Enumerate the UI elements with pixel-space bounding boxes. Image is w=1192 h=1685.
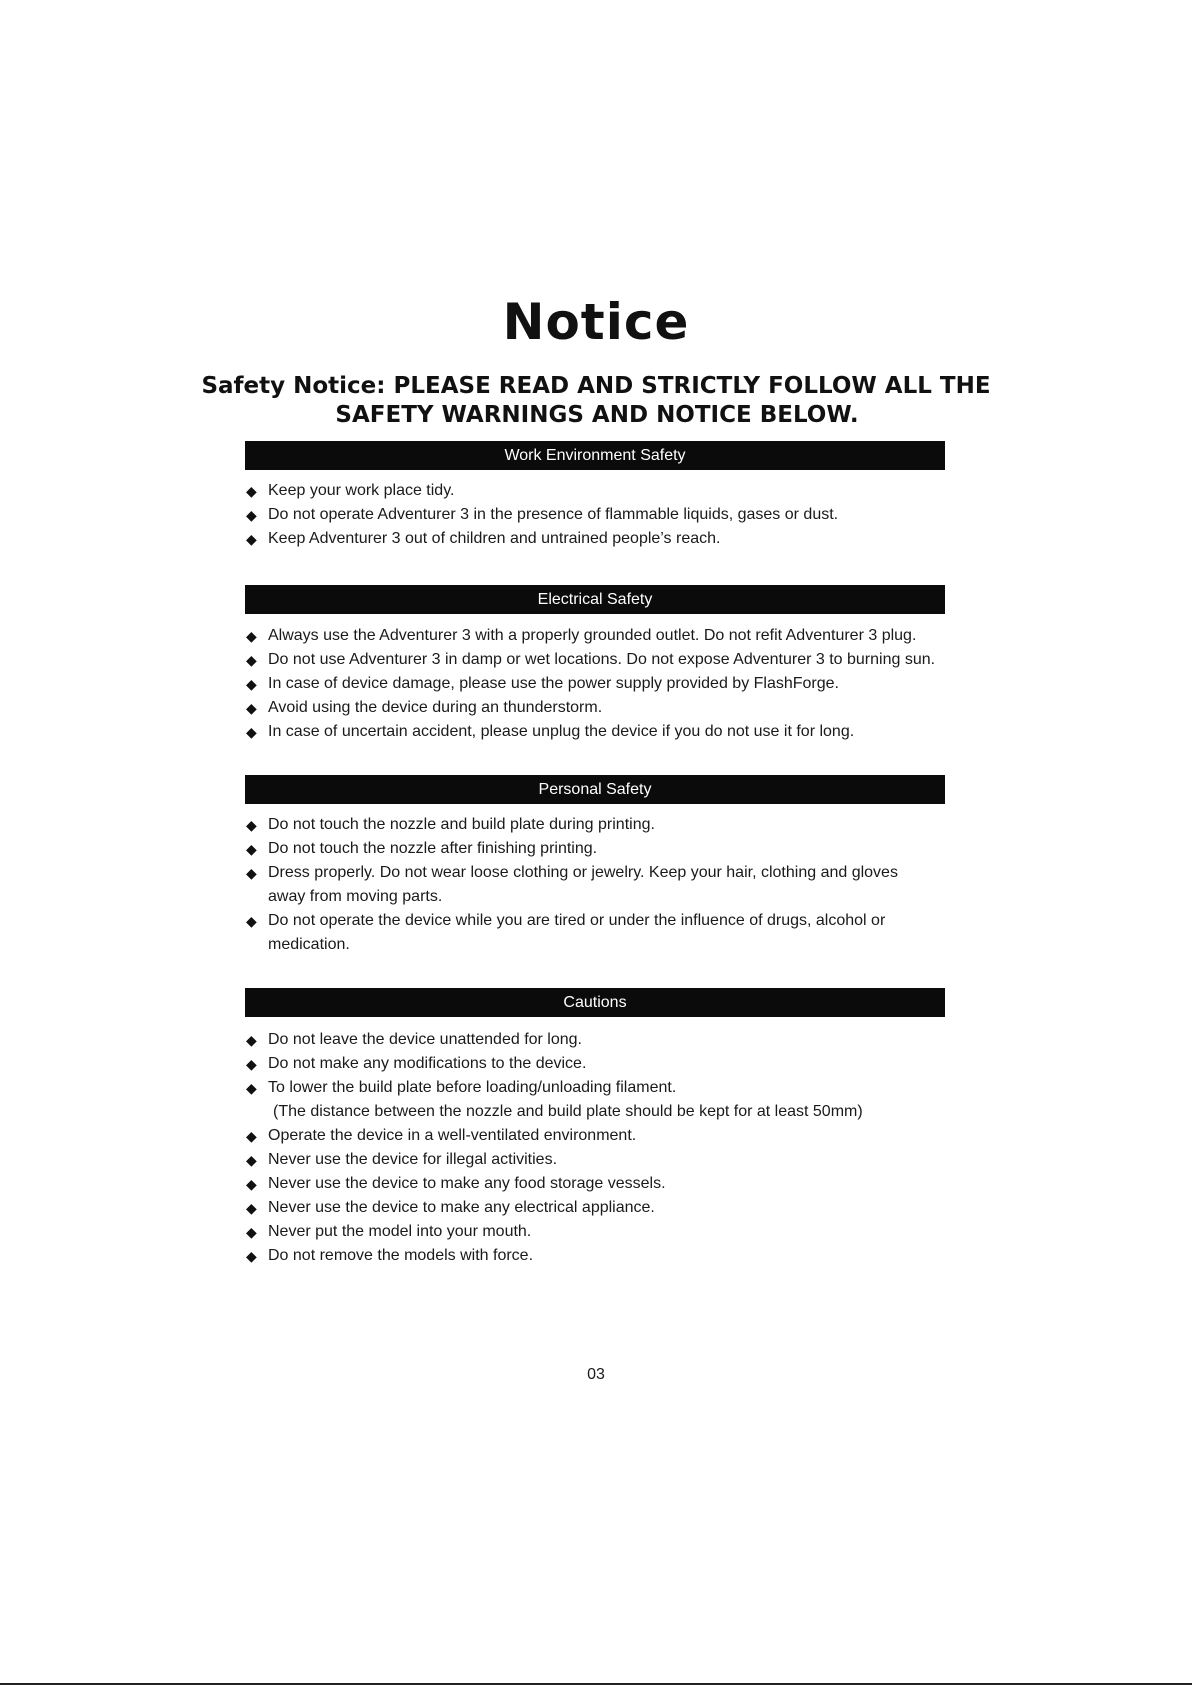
- diamond-bullet-icon: ◆: [246, 676, 257, 692]
- list-item-text: In case of uncertain accident, please unplug the device if you do not use it for long.: [268, 723, 855, 740]
- bullet-list: [245, 813, 945, 957]
- diamond-bullet-icon: ◆: [246, 724, 257, 740]
- list-item-text: Never use the device to make any food storage vessels.: [268, 1175, 666, 1192]
- list-item: [245, 720, 945, 744]
- list-item-text: Do not remove the models with force.: [268, 1247, 534, 1264]
- list-item-text: Always use the Adventurer 3 with a properly grounded outlet. Do not refit Adventurer 3 plug.: [268, 627, 917, 644]
- section-heading-bar: Work Environment Safety: [245, 441, 945, 470]
- diamond-bullet-icon: ◆: [246, 1176, 257, 1192]
- list-item-text: In case of device damage, please use the power supply provided by FlashForge.: [268, 675, 839, 692]
- list-item-text: Do not touch the nozzle and build plate during printing.: [268, 816, 655, 833]
- list-item-text: Never use the device for illegal activities.: [268, 1151, 558, 1168]
- list-item: [245, 672, 945, 696]
- list-item: [245, 1148, 945, 1172]
- list-item: [245, 1076, 945, 1100]
- list-item: [245, 861, 923, 909]
- list-item-note: (The distance between the nozzle and build plate should be kept for at least 50mm): [273, 1103, 863, 1120]
- list-item: [245, 479, 945, 503]
- diamond-bullet-icon: ◆: [246, 1080, 257, 1096]
- section-heading-bar: Electrical Safety: [245, 585, 945, 614]
- section-cautions: [245, 988, 945, 1268]
- safety-notice-heading: [0, 372, 1192, 430]
- diamond-bullet-icon: ◆: [246, 1152, 257, 1168]
- section-heading-bar: Personal Safety: [245, 775, 945, 804]
- list-item: [245, 648, 945, 672]
- diamond-bullet-icon: ◆: [246, 507, 257, 523]
- list-item-text: Operate the device in a well-ventilated environment.: [268, 1127, 637, 1144]
- bullet-list: [245, 479, 945, 551]
- diamond-bullet-icon: ◆: [246, 652, 257, 668]
- diamond-bullet-icon: ◆: [246, 1032, 257, 1048]
- bullet-list: [245, 1028, 945, 1268]
- list-item-text: Do not operate the device while you are tired or under the influence of drugs, alcohol or medication.: [268, 912, 886, 953]
- list-item: [245, 1124, 945, 1148]
- list-item-text: Never use the device to make any electrical appliance.: [268, 1199, 655, 1216]
- diamond-bullet-icon: ◆: [246, 1056, 257, 1072]
- list-item: [245, 527, 945, 551]
- list-item-text: Do not touch the nozzle after finishing printing.: [268, 840, 598, 857]
- list-item-text: Avoid using the device during an thunderstorm.: [268, 699, 603, 716]
- list-item: [245, 1244, 945, 1268]
- list-item: [245, 1172, 945, 1196]
- safety-notice-line-1: Safety Notice: PLEASE READ AND STRICTLY FOLLOW ALL THE: [201, 373, 991, 399]
- list-item: [245, 837, 945, 861]
- list-item: [245, 813, 945, 837]
- diamond-bullet-icon: ◆: [246, 1224, 257, 1240]
- list-item-text: Keep your work place tidy.: [268, 482, 455, 499]
- diamond-bullet-icon: ◆: [246, 817, 257, 833]
- list-item: [245, 1052, 945, 1076]
- list-item-text: Keep Adventurer 3 out of children and untrained people’s reach.: [268, 530, 721, 547]
- diamond-bullet-icon: ◆: [246, 841, 257, 857]
- section-electrical-safety: [245, 585, 945, 744]
- list-item-text: To lower the build plate before loading/unloading filament.: [268, 1079, 677, 1096]
- list-item: [245, 624, 945, 648]
- diamond-bullet-icon: ◆: [246, 700, 257, 716]
- list-item-text: Do not make any modifications to the device.: [268, 1055, 587, 1072]
- bullet-list: [245, 624, 945, 744]
- page-number: 03: [587, 1366, 605, 1383]
- list-item: [245, 503, 945, 527]
- section-personal-safety: [245, 775, 945, 957]
- diamond-bullet-icon: ◆: [246, 913, 257, 929]
- diamond-bullet-icon: ◆: [246, 865, 257, 881]
- list-item: [245, 1220, 945, 1244]
- list-item-text: Do not leave the device unattended for long.: [268, 1031, 582, 1048]
- list-item-text: Dress properly. Do not wear loose clothing or jewelry. Keep your hair, clothing and gloves away from moving parts.: [268, 864, 898, 905]
- list-item: [245, 1196, 945, 1220]
- section-work-environment-safety: [245, 441, 945, 551]
- list-item-text: Do not operate Adventurer 3 in the presence of flammable liquids, gases or dust.: [268, 506, 839, 523]
- diamond-bullet-icon: ◆: [246, 1200, 257, 1216]
- list-item-text: Never put the model into your mouth.: [268, 1223, 532, 1240]
- diamond-bullet-icon: ◆: [246, 483, 257, 499]
- list-item: [245, 1028, 945, 1052]
- list-item-text: Do not use Adventurer 3 in damp or wet locations. Do not expose Adventurer 3 to burning sun.: [268, 651, 936, 668]
- diamond-bullet-icon: ◆: [246, 1128, 257, 1144]
- page-title: Notice: [502, 293, 690, 351]
- diamond-bullet-icon: ◆: [246, 1248, 257, 1264]
- list-item: [245, 909, 923, 957]
- safety-notice-line-2: SAFETY WARNINGS AND NOTICE BELOW.: [335, 402, 859, 428]
- section-heading-bar: Cautions: [245, 988, 945, 1017]
- list-item: [245, 696, 945, 720]
- diamond-bullet-icon: ◆: [246, 628, 257, 644]
- diamond-bullet-icon: ◆: [246, 531, 257, 547]
